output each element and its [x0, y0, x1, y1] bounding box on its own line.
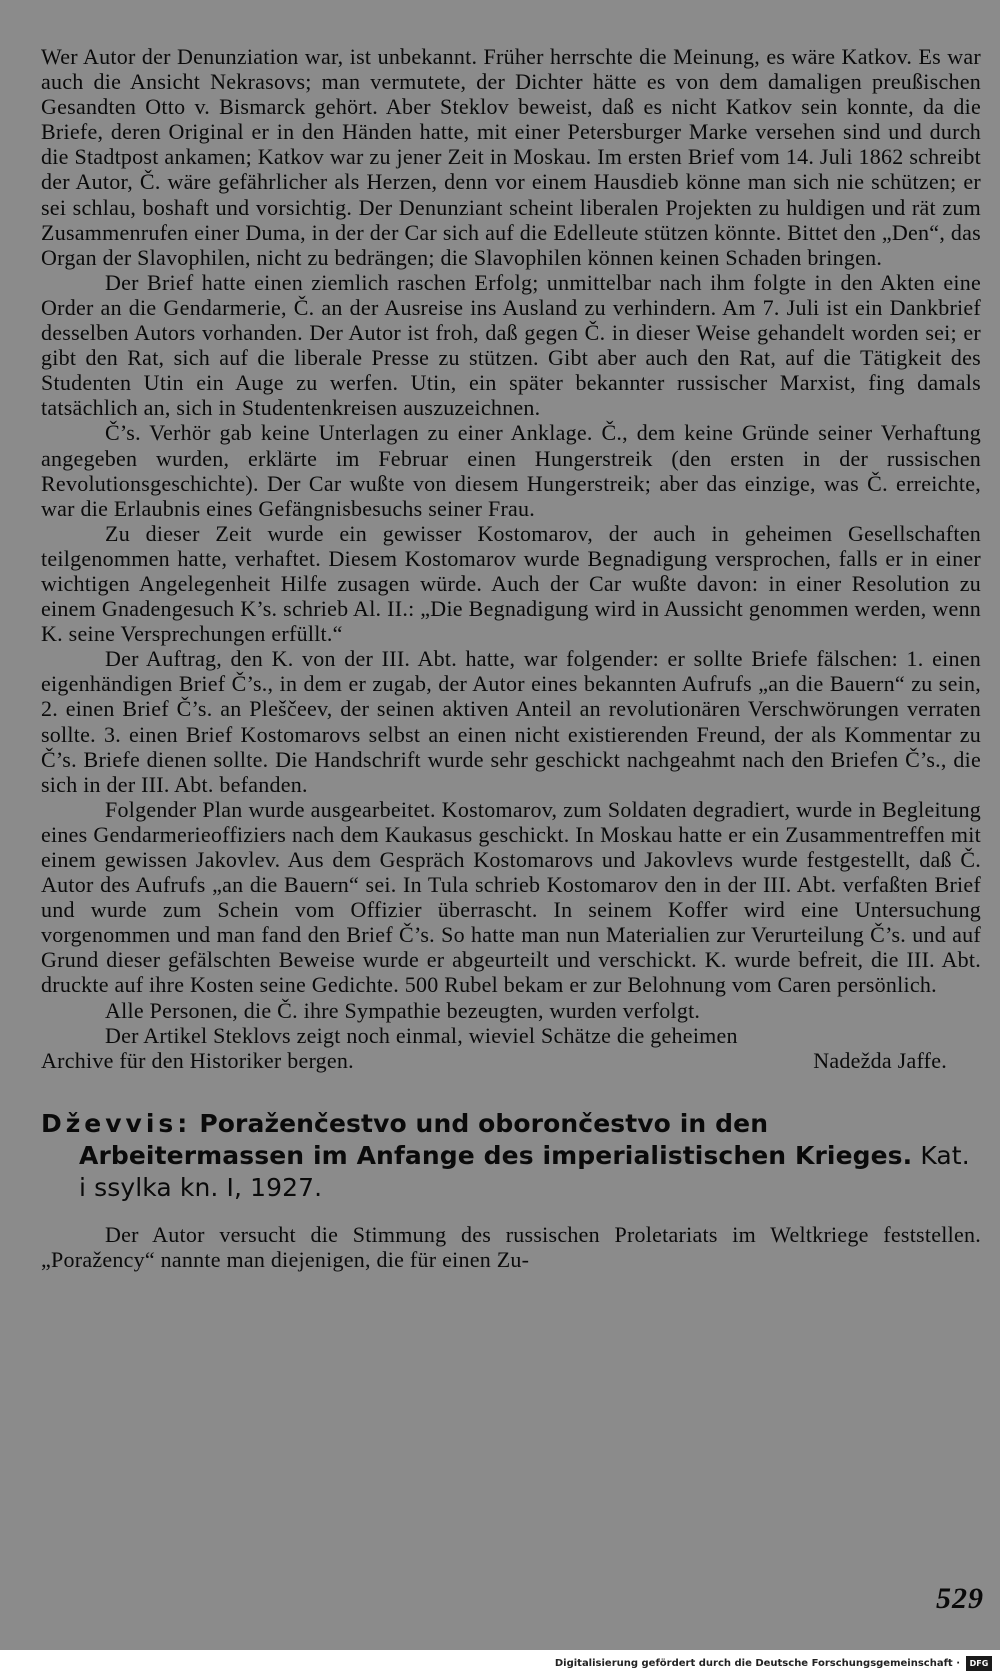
closing-signature-line — [41, 1048, 981, 1073]
paragraph-4: Zu dieser Zeit wurde ein gewisser Kostomarov, der auch in geheimen Gesellschaften teilgenommen hatte, verhaftet. Diesem Kostomarov wurde Begnadigung versprochen, falls er in einer wichtigen Angelegenheit Hilfe zusagen würde. Auch der Car wußte davon: in einer Resolution zu einem Gnadengesuch K’s. schrieb Al. II.: „Die Begnadigung wird in Aussicht genommen werden, wenn K. seine Versprechungen erfüllt.“ — [41, 520, 981, 647]
paragraph-8: Der Artikel Steklovs zeigt noch einmal, wieviel Schätze die geheimen — [105, 1022, 738, 1048]
paragraph-2: Der Brief hatte einen ziemlich raschen Erfolg; unmittelbar nach ihm folgte in den Akten eine Order an die Gendarmerie, Č. an der Ausreise ins Ausland zu verhindern. Am 7. Juli ist ein Dankbrief desselben Autors vorhanden. Der Autor ist froh, daß gegen Č. in dieser Weise gehandelt worden sei; er gibt den Rat, sich auf die liberale Presse zu stützen. Gibt aber auch den Rat, auf die Tätigkeit des Studenten Utin ein Auge zu werfen. Utin, ein später bekannter russischer Marxist, fing damals tatsächlich an, sich in Studentenkreisen auszuzeichnen. — [41, 269, 981, 421]
paragraph-3: Č’s. Verhör gab keine Unterlagen zu einer Anklage. Č., dem keine Gründe seiner Verhaftung angegeben wurden, erklärte im Februar einen Hungerstreik (den ersten in der russischen Revolutionsgeschichte). Der Car wußte von diesem Hungerstreik; aber das einzige, was Č. erreichte, war die Erlaubnis eines Gefängnisbesuchs seiner Frau. — [41, 420, 981, 521]
page-text — [41, 44, 981, 1272]
dfg-logo-icon: DFG — [966, 1656, 992, 1671]
paragraph-7: Alle Personen, die Č. ihre Sympathie bezeugten, wurden verfolgt. — [105, 997, 701, 1023]
reviewer-signature: Nadežda Jaffe. — [813, 1047, 947, 1073]
paragraph-5: Der Auftrag, den K. von der III. Abt. hatte, war folgender: er sollte Briefe fälschen: 1. einen eigenhändigen Brief Č’s., in dem er zugab, der Autor eines bekannten Aufrufs „an die Bauern“ zu sein, 2. einen Brief Č’s. an Pleščeev, der seinen aktiven Anteil an revolutionären Verschwörungen verraten sollte. 3. einen Brief Kostomarovs selbst an einen nicht existierenden Freund, der als Kommentar zu Č’s. Briefe dienen sollte. Die Handschrift wurde sehr geschickt nachgeahmt nach den Briefen Č’s., die sich in der III. Abt. befanden. — [41, 646, 981, 797]
footer-bar — [0, 1650, 1000, 1679]
review-heading — [41, 1108, 981, 1204]
funding-credit: Digitalisierung gefördert durch die Deutsche Forschungsgemeinschaft · — [554, 1658, 960, 1669]
review-title: Poraženčestvo und oborončestvo in den Arbeitermassen im Anfange des imperialistischen Krieges. — [79, 1108, 913, 1170]
closing-text: Archive für den Historiker bergen. — [41, 1047, 354, 1073]
review-author: Dževvis: — [41, 1108, 192, 1138]
page-number: 529 — [936, 1582, 984, 1615]
paragraph-1: Wer Autor der Denunziation war, ist unbekannt. Früher herrschte die Meinung, es wäre Katkov. Es war auch die Ansicht Nekrasovs; man vermutete, der Dichter hätte es von dem damaligen preußischen Gesandten Otto v. Bismarck gehört. Aber Steklov beweist, daß es nicht Katkov sein konnte, da die Briefe, deren Original er in den Händen hatte, mit einer Petersburger Marke versehen sind und durch die Stadtpost ankamen; Katkov war zu jener Zeit in Moskau. Im ersten Brief vom 14. Juli 1862 schreibt der Autor, Č. wäre gefährlicher als Herzen, denn vor einem Hausdieb könne man sich nie schützen; er sei schlau, boshaft und vorsichtig. Der Denunziant scheint liberalen Projekten zu huldigen und rät zum Zusammenrufen einer Duma, in der der Car sich auf die Edelleute stützen könnte. Bittet den „Den“, das Organ der Slavophilen, nicht zu bedrängen; die Slavophilen können keinen Schaden bringen. — [41, 44, 981, 270]
review-body: Der Autor versucht die Stimmung des russischen Proletariats im Weltkriege feststellen. „Poražency“ nannte man diejenigen, die für einen Zu- — [41, 1221, 981, 1272]
paragraph-6: Folgender Plan wurde ausgearbeitet. Kostomarov, zum Soldaten degradiert, wurde in Begleitung eines Gendarmerieoffiziers nach dem Kaukasus geschickt. In Moskau hatte er ein Zusammentreffen mit einem gewissen Jakovlev. Aus dem Gespräch Kostomarovs und Jakovlevs wurde festgestellt, daß Č. Autor des Aufrufs „an die Bauern“ sei. In Tula schrieb Kostomarov den in der III. Abt. verfaßten Brief und wurde zum Schein vom Offizier überrascht. In seinem Koffer wird eine Untersuchung vorgenommen und man fand den Brief Č’s. So hatte man nun Materialien zur Verurteilung Č’s. und auf Grund dieser gefälschten Beweise wurde er abgeurteilt und verschickt. K. wurde befreit, die III. Abt. druckte auf ihre Kosten seine Gedichte. 500 Rubel bekam er zur Belohnung vom Caren persönlich. — [41, 796, 981, 998]
review-source: Kat. i ssylka kn. I, 1927. — [79, 1140, 970, 1202]
